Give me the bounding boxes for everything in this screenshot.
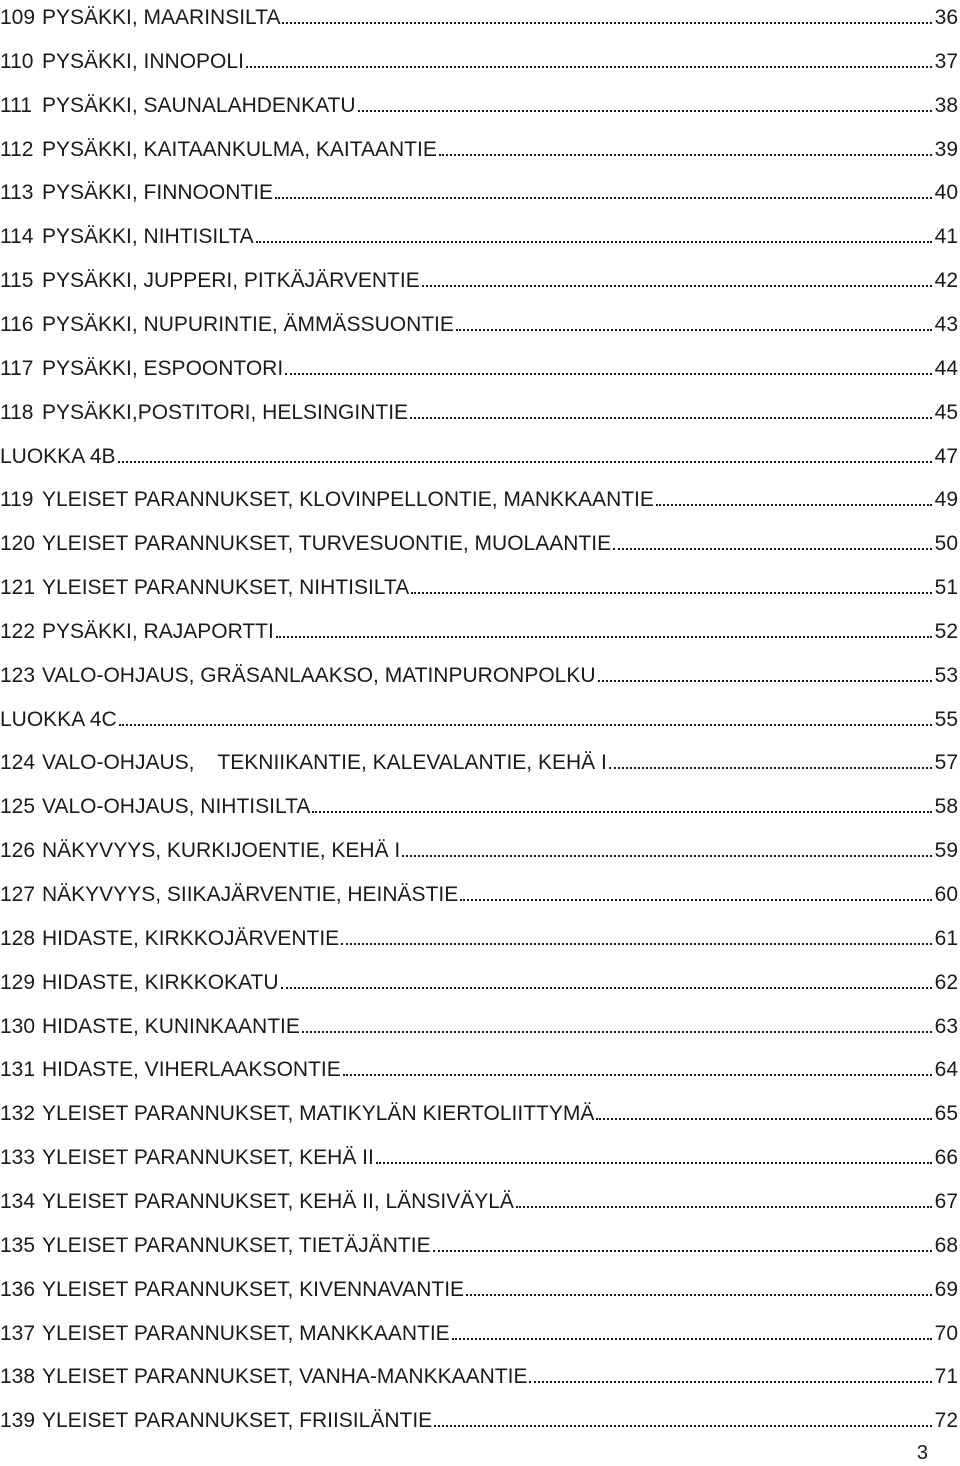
- toc-entry[interactable]: [0, 395, 958, 425]
- toc-entry-title: YLEISET PARANNUKSET, KEHÄ II, LÄNSIVÄYLÄ: [42, 1189, 514, 1213]
- toc-entry-number: 132: [0, 1102, 36, 1126]
- toc-dot-leader: [302, 1031, 932, 1033]
- toc-entry-title: PYSÄKKI, ESPOONTORI: [42, 356, 284, 380]
- toc-entry-page: 59: [934, 839, 958, 863]
- toc-entry-page: 39: [934, 137, 958, 161]
- toc-entry[interactable]: [0, 307, 958, 337]
- toc-entry-title: PYSÄKKI, JUPPERI, PITKÄJÄRVENTIE: [42, 269, 420, 293]
- toc-entry-number: 127: [0, 883, 36, 906]
- toc-entry-number: 111: [0, 93, 32, 117]
- toc-dot-leader: [452, 1338, 932, 1340]
- toc-entry[interactable]: [0, 351, 958, 381]
- toc-entry-title: VALO-OHJAUS, NIHTISILTA: [42, 795, 311, 819]
- toc-dot-leader: [596, 1118, 932, 1120]
- toc-entry-page: 42: [934, 269, 958, 293]
- toc-entry-number: 120: [0, 532, 36, 556]
- toc-entry-title: PYSÄKKI, INNOPOLI: [42, 49, 244, 73]
- toc-entry-page: 62: [934, 970, 958, 994]
- toc-dot-leader: [466, 1294, 932, 1296]
- toc-entry[interactable]: [0, 921, 958, 951]
- toc-entry-title: YLEISET PARANNUKSET, VANHA-MANKKAANTIE: [42, 1365, 528, 1389]
- toc-entry-number: 137: [0, 1321, 36, 1345]
- toc-entry-title: HIDASTE, VIHERLAAKSONTIE: [42, 1058, 341, 1082]
- toc-entry-page: 69: [934, 1277, 958, 1301]
- toc-entry[interactable]: [0, 1052, 958, 1082]
- toc-dot-leader: [246, 66, 932, 68]
- toc-entry[interactable]: [0, 1316, 958, 1346]
- toc-entry-page: 58: [934, 795, 958, 819]
- toc-dot-leader: [119, 724, 932, 726]
- toc-entry-title: HIDASTE, KIRKKOJÄRVENTIE: [42, 926, 340, 950]
- toc-entry[interactable]: [0, 526, 958, 556]
- toc-dot-leader: [376, 1162, 932, 1164]
- toc-entry[interactable]: [0, 44, 958, 74]
- toc-entry-number: 135: [0, 1233, 36, 1257]
- toc-entry[interactable]: [0, 175, 958, 205]
- toc-dot-leader: [341, 943, 932, 945]
- toc-entry-page: 45: [934, 400, 958, 424]
- toc-entry-title: YLEISET PARANNUKSET, TIETÄJÄNTIE: [42, 1233, 431, 1257]
- toc-entry-number: 138: [0, 1365, 36, 1389]
- toc-entry-page: 71: [934, 1365, 958, 1389]
- toc-entry[interactable]: [0, 1272, 958, 1302]
- toc-entry-page: 44: [934, 356, 958, 380]
- toc-entry-title: LUOKKA 4C: [0, 707, 117, 731]
- toc-entry[interactable]: [0, 132, 958, 162]
- toc-entry-number: 113: [0, 181, 34, 205]
- toc-dot-leader: [529, 1381, 932, 1383]
- toc-entry[interactable]: [0, 1096, 958, 1126]
- toc-entry[interactable]: [0, 1140, 958, 1170]
- toc-entry-number: 119: [0, 488, 34, 512]
- toc-entry[interactable]: [0, 1403, 958, 1433]
- toc-entry-number: 128: [0, 926, 36, 950]
- toc-entry-page: 67: [934, 1189, 958, 1213]
- toc-entry-page: 68: [934, 1233, 958, 1257]
- toc-entry-title: PYSÄKKI, SAUNALAHDENKATU: [42, 93, 356, 117]
- toc-entry[interactable]: [0, 482, 958, 512]
- toc-entry[interactable]: [0, 745, 958, 775]
- toc-dot-leader: [276, 636, 932, 638]
- toc-entry-title: PYSÄKKI,POSTITORI, HELSINGINTIE: [42, 400, 409, 424]
- toc-entry-number: 133: [0, 1146, 36, 1170]
- toc-entry[interactable]: [0, 0, 958, 30]
- toc-entry-page: 64: [934, 1058, 958, 1082]
- toc-entry-number: 118: [0, 400, 34, 424]
- toc-dot-leader: [285, 373, 932, 375]
- toc-entry[interactable]: [0, 263, 958, 293]
- toc-entry-title: PYSÄKKI, KAITAANKULMA, KAITAANTIE: [42, 137, 437, 161]
- toc-dot-leader: [118, 461, 932, 463]
- toc-dot-leader: [282, 22, 932, 24]
- toc-entry-number: 116: [0, 312, 34, 336]
- toc-dot-leader: [433, 1250, 932, 1252]
- toc-dot-leader: [656, 504, 932, 506]
- toc-entry-page: 37: [934, 49, 958, 73]
- toc-entry-title: PYSÄKKI, RAJAPORTTI: [42, 619, 274, 643]
- toc-dot-leader: [343, 1074, 932, 1076]
- toc-entry-title: VALO-OHJAUS, GRÄSANLAAKSO, MATINPURONPOLKU: [42, 663, 596, 687]
- toc-entry-title: NÄKYVYYS, KURKIJOENTIE, KEHÄ I: [42, 839, 401, 863]
- toc-entry-page: 40: [934, 181, 958, 205]
- toc-entry-title: HIDASTE, KIRKKOKATU: [42, 970, 279, 994]
- toc-entry-title: YLEISET PARANNUKSET, KLOVINPELLONTIE, MANKKAANTIE: [42, 488, 654, 512]
- toc-entry-page: 41: [934, 225, 958, 249]
- toc-entry[interactable]: [0, 658, 958, 688]
- toc-entry-title: PYSÄKKI, MAARINSILTA: [42, 6, 281, 29]
- toc-entry-title: PYSÄKKI, FINNOONTIE: [42, 181, 274, 205]
- toc-entry-number: 110: [0, 49, 34, 73]
- toc-entry-title: YLEISET PARANNUKSET, KIVENNAVANTIE: [42, 1277, 465, 1301]
- toc-entry-number: 131: [0, 1058, 36, 1082]
- toc-entry-number: 109: [0, 6, 36, 29]
- toc-entry[interactable]: [0, 1228, 958, 1258]
- toc-entry-title: PYSÄKKI, NUPURINTIE, ÄMMÄSSUONTIE: [42, 312, 454, 336]
- toc-dot-leader: [516, 1206, 932, 1208]
- toc-entry-page: 53: [934, 663, 958, 687]
- toc-entry-page: 47: [934, 444, 958, 468]
- toc-entry-title: VALO-OHJAUS, TEKNIIKANTIE, KALEVALANTIE, KEHÄ I: [42, 751, 607, 775]
- toc-dot-leader: [256, 241, 932, 243]
- toc-entry[interactable]: [0, 877, 958, 907]
- toc-entry-number: 124: [0, 751, 36, 775]
- toc-entry-page: 52: [934, 619, 958, 643]
- toc-entry-page: 65: [934, 1102, 958, 1126]
- toc-entry-number: 114: [0, 225, 34, 249]
- toc-entry-page: 66: [934, 1146, 958, 1170]
- toc-dot-leader: [439, 154, 932, 156]
- toc-entry-number: 129: [0, 970, 36, 994]
- toc-entry[interactable]: [0, 789, 958, 819]
- toc-entry-page: 51: [934, 576, 958, 600]
- toc-entry-title: YLEISET PARANNUKSET, MATIKYLÄN KIERTOLIITTYMÄ: [42, 1102, 595, 1126]
- toc-entry-number: 130: [0, 1014, 36, 1038]
- toc-entry-number: 112: [0, 137, 34, 161]
- toc-entry-title: NÄKYVYYS, SIIKAJÄRVENTIE, HEINÄSTIE: [42, 883, 459, 906]
- toc-entry-title: LUOKKA 4B: [0, 444, 116, 468]
- toc-entry[interactable]: [0, 965, 958, 995]
- toc-dot-leader: [410, 417, 932, 419]
- toc-entry-number: 134: [0, 1189, 36, 1213]
- toc-entry-number: 115: [0, 269, 34, 293]
- toc-entry-page: 61: [934, 926, 958, 950]
- toc-dot-leader: [275, 197, 932, 199]
- toc-dot-leader: [422, 285, 932, 287]
- toc-entry-number: 139: [0, 1409, 36, 1433]
- toc-entry[interactable]: [0, 1184, 958, 1214]
- toc-entry[interactable]: [0, 570, 958, 600]
- toc-entry-page: 55: [934, 707, 958, 731]
- toc-entry[interactable]: [0, 1009, 958, 1039]
- toc-entry-title: HIDASTE, KUNINKAANTIE: [42, 1014, 300, 1038]
- toc-entry-page: 70: [934, 1321, 958, 1345]
- toc-entry-title: YLEISET PARANNUKSET, NIHTISILTA: [42, 576, 410, 600]
- toc-dot-leader: [312, 811, 932, 813]
- toc-entry-number: 136: [0, 1277, 36, 1301]
- toc-entry-title: YLEISET PARANNUKSET, TURVESUONTIE, MUOLAANTIE: [42, 532, 612, 556]
- toc-entry-page: 50: [934, 532, 958, 556]
- toc-dot-leader: [609, 767, 932, 769]
- toc-entry-page: 43: [934, 312, 958, 336]
- toc-dot-leader: [598, 680, 932, 682]
- toc-entry[interactable]: [0, 833, 958, 863]
- toc-dot-leader: [402, 855, 932, 857]
- toc-entry-page: 57: [934, 751, 958, 775]
- toc-entry-number: 117: [0, 356, 34, 380]
- toc-entry-page: 72: [934, 1409, 958, 1433]
- toc-entry-page: 63: [934, 1014, 958, 1038]
- toc-entry-page: 36: [934, 6, 958, 29]
- toc-entry-number: 126: [0, 839, 36, 863]
- toc-entry-title: YLEISET PARANNUKSET, MANKKAANTIE: [42, 1321, 450, 1345]
- toc-entry[interactable]: [0, 702, 958, 732]
- toc-entry-page: 49: [934, 488, 958, 512]
- toc-dot-leader: [460, 899, 932, 901]
- toc-entry-number: 122: [0, 619, 36, 643]
- toc-entry-page: 60: [934, 883, 958, 906]
- toc-entry-number: 125: [0, 795, 36, 819]
- toc-dot-leader: [434, 1425, 932, 1427]
- toc-entry-number: 121: [0, 576, 36, 600]
- toc-entry-number: 123: [0, 663, 36, 687]
- page-number: 3: [916, 1442, 928, 1464]
- toc-entry-title: YLEISET PARANNUKSET, KEHÄ II: [42, 1146, 374, 1170]
- toc-entry-page: 38: [934, 93, 958, 117]
- toc-dot-leader: [281, 987, 933, 989]
- toc-entry[interactable]: [0, 614, 958, 644]
- toc-entry[interactable]: [0, 439, 958, 469]
- toc-entry[interactable]: [0, 219, 958, 249]
- toc-entry[interactable]: [0, 88, 958, 118]
- toc-entry-title: YLEISET PARANNUKSET, FRIISILÄNTIE: [42, 1409, 433, 1433]
- toc-entry-title: PYSÄKKI, NIHTISILTA: [42, 225, 254, 249]
- toc-dot-leader: [613, 548, 932, 550]
- toc-dot-leader: [358, 110, 932, 112]
- toc-dot-leader: [411, 592, 932, 594]
- toc-entry[interactable]: [0, 1359, 958, 1389]
- toc-dot-leader: [456, 329, 932, 331]
